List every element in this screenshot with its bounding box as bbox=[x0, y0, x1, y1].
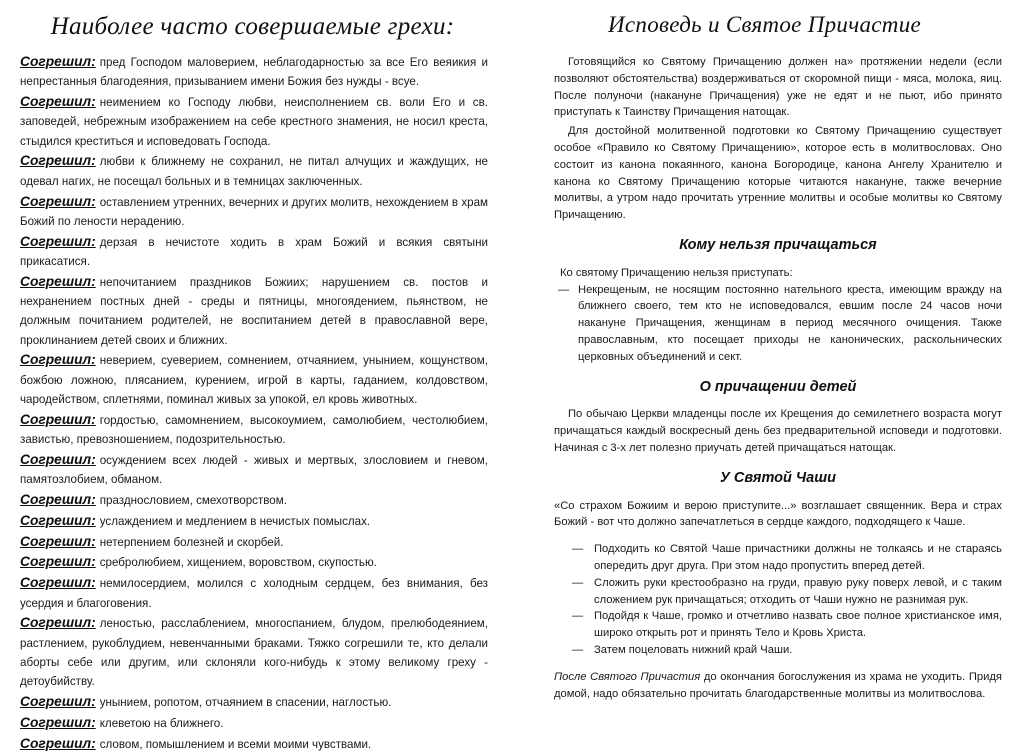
sin-entry bbox=[20, 52, 488, 92]
sin-text: неимением ко Господу любви, неисполнением св. воли Его и св. заповедей, небрежным изображением на себе крестного знамения, не носил креста, стыдился креститься и исповедовать Господа. bbox=[20, 96, 488, 148]
left-page-title: Наиболее часто совершаемые грехи: bbox=[50, 13, 455, 40]
chalice-item: — Подойдя к Чаше, громко и отчетливо назвать свое полное христианское имя, широко открыть рот и принять Тело и Кровь Христа. bbox=[554, 608, 1002, 642]
sin-entry bbox=[20, 490, 488, 510]
forbidden-list bbox=[554, 282, 1002, 366]
forbidden-item: — Некрещеным, не носящим постоянно нательного креста, имеющим вражду на ближнего своего, тем кто не исповедовался, евшим после 24 часов ночи накануне Причащения, женщинам в период месячного очищения. Также православным, кто посещает приходы не канонических, раскольнических церковных объединений и сект. bbox=[554, 282, 1002, 366]
heading-at-holy-chalice: У Святой Чаши bbox=[720, 469, 836, 486]
sin-lead-label: Согрешил: bbox=[20, 94, 96, 110]
sin-lead-label: Согрешил: bbox=[20, 193, 96, 209]
sin-text: словом, помышлением и всеми моими чувствами. bbox=[99, 737, 372, 751]
right-page bbox=[512, 0, 1017, 700]
closing-text: до окончания богослужения из храма не уходить. Придя домой, надо обязательно прочитать благодарственные молитвы из молитвослова. bbox=[554, 670, 1002, 700]
sin-entry bbox=[20, 511, 488, 531]
sin-lead-label: Согрешил: bbox=[20, 411, 96, 427]
sin-text: сребролюбием, хищением, воровством, скупостью. bbox=[99, 556, 377, 570]
sin-lead-label: Согрешил: bbox=[20, 352, 96, 368]
sin-text: нетерпением болезней и скорбей. bbox=[99, 535, 284, 549]
sin-entry bbox=[20, 151, 488, 191]
sin-text: непочитанием праздников Божиих; нарушением св. постов и нехранением постных дней - среды и пятницы, многоядением, пьянством, не должным почитанием родителей, не воспитанием детей в православной вере, проклинанием детей своих и ближних. bbox=[20, 275, 488, 347]
sin-entry bbox=[20, 272, 488, 350]
sin-entry bbox=[20, 713, 488, 733]
sin-text: леностью, расслаблением, многоспанием, блудом, прелюбодеянием, растлением, рукоблудием, невенчанными браками. Тяжко согрешили те, кто делали аборты себе или другим, или склоняли кого-нибудь к этому великому греху - детоубийству. bbox=[20, 617, 488, 689]
sins-list bbox=[20, 52, 488, 754]
heading-children-communion: О причащении детей bbox=[699, 378, 857, 395]
sin-entry bbox=[20, 350, 488, 409]
sin-lead-label: Согрешил: bbox=[20, 575, 96, 591]
sin-lead-label: Согрешил: bbox=[20, 554, 96, 570]
sin-text: дерзая в нечистоте ходить в храм Божий и всякия святыни прикасатися. bbox=[20, 235, 488, 268]
right-page-body bbox=[554, 54, 1002, 702]
sin-lead-label: Согрешил: bbox=[20, 735, 96, 751]
sin-lead-label: Согрешил: bbox=[20, 533, 96, 549]
sin-text: любви к ближнему не сохранил, не питал алчущих и жаждущих, не одевал нагих, не посещал больных и в темницах заключенных. bbox=[20, 155, 488, 188]
sin-entry bbox=[20, 532, 488, 552]
sin-entry bbox=[20, 734, 488, 754]
chalice-item: — Затем поцеловать нижний край Чаши. bbox=[554, 642, 1002, 659]
chalice-item: — Сложить руки крестообразно на груди, правую руку поверх левой, и с таким сложением рук причащаться; отходить от Чаши нужно не разнимая рук. bbox=[554, 575, 1002, 609]
sin-lead-label: Согрешил: bbox=[20, 54, 96, 69]
sin-entry bbox=[20, 232, 488, 272]
right-page-title: Исповедь и Святое Причастие bbox=[607, 12, 922, 37]
sin-lead-label: Согрешил: bbox=[20, 233, 96, 249]
intro-paragraph-2: Для достойной молитвенной подготовки ко Святому Причащению существует особое «Правило ко Святому Причащению», которое есть в молитвословах. Оно состоит из канона покаянного, канона Богородице, канона Ангелу Хранителю и канона ко Святому Причащению которые читаются накануне, также вечерние молитвы, а утром надо прочитать утренние молитвы и особые молитвы ко Святому Причащению. bbox=[554, 125, 1002, 222]
intro-paragraph-1: Готовящийся ко Святому Причащению должен на» протяжении недели (если позволяют обстоятельства) воздерживаться от скоромной пищи - мяса, молока, яиц. После полуночи (накануне Причащения) уже не едят и не пьют, ибо принято приступать к Таинству Причащения натощак. bbox=[554, 56, 1002, 119]
sin-lead-label: Согрешил: bbox=[20, 451, 96, 467]
sin-text: празднословием, смехотворством. bbox=[99, 494, 287, 508]
heading-who-cannot-commune: Кому нельзя причащаться bbox=[679, 236, 877, 253]
sin-text: немилосердием, молился с холодным сердцем, без внимания, без усердия и благоговения. bbox=[20, 577, 488, 610]
sin-entry bbox=[20, 552, 488, 572]
left-page bbox=[0, 0, 505, 751]
sin-lead-label: Согрешил: bbox=[20, 512, 96, 528]
sin-entry bbox=[20, 692, 488, 712]
sin-lead-label: Согрешил: bbox=[20, 492, 96, 508]
sin-lead-label: Согрешил: bbox=[20, 615, 96, 631]
sin-entry bbox=[20, 450, 488, 490]
sin-text: оставлением утренних, вечерних и других молитв, нехождением в храм Божий по лености нерадению. bbox=[20, 195, 488, 228]
sin-entry bbox=[20, 192, 488, 232]
sin-entry bbox=[20, 613, 488, 691]
sin-entry bbox=[20, 573, 488, 613]
sin-text: унынием, ропотом, отчаянием в спасении, наглостью. bbox=[99, 696, 392, 709]
sin-lead-label: Согрешил: bbox=[20, 714, 96, 730]
sin-lead-label: Согрешил: bbox=[20, 273, 96, 289]
chalice-list bbox=[554, 541, 1002, 659]
sin-text: неверием, суеверием, сомнением, отчаянием, унынием, кощунством, божбою ложною, плясанием, курением, игрой в карты, гаданием, колдовством, чародейством, сплетнями, поминал живых за упокой, ел кровь животных. bbox=[20, 354, 488, 407]
sin-text: услаждением и медлением в нечистых помыслах. bbox=[99, 514, 371, 528]
forbidden-lead: Ко святому Причащению нельзя приступать: bbox=[560, 266, 793, 279]
sin-entry bbox=[20, 410, 488, 450]
chalice-intro: «Со страхом Божиим и верою приступите...» возглашает священник. Вера и страх Божий - вот что должно запечатлеться в сердце каждого, подходящего к Чаше. bbox=[554, 499, 1002, 529]
sin-text: пред Господом маловерием, неблагодарностью за все Его веяикия и непрестанныя благодеяния, призыванием имени Божия без нужды - всуе. bbox=[20, 56, 488, 89]
closing-italic-phrase: После Святого Причастия bbox=[554, 670, 701, 683]
sin-text: клеветою на ближнего. bbox=[99, 716, 224, 730]
sin-lead-label: Согрешил: bbox=[20, 694, 96, 709]
children-paragraph: По обычаю Церкви младенцы после их Крещения до семилетнего возраста могут причащаться каждый воскресный день без предварительной исповеди и подготовки. Начиная с 3-х лет полезно приучать детей причащаться натощак. bbox=[554, 408, 1002, 454]
chalice-item: — Подходить ко Святой Чаше причастники должны не толкаясь и не стараясь опередить друг друга. При этом надо пропустить вперед детей. bbox=[554, 541, 1002, 575]
sin-text: осуждением всех людей - живых и мертвых, злословием и гневом, памятозлобием, обманом. bbox=[20, 453, 488, 487]
sin-entry bbox=[20, 92, 488, 151]
sin-text: гордостью, самомнением, высокоумием, самолюбием, честолюбием, завистью, превозношением, подозрительностью. bbox=[20, 413, 488, 447]
closing-paragraph bbox=[554, 669, 1002, 703]
sin-lead-label: Согрешил: bbox=[20, 153, 96, 169]
